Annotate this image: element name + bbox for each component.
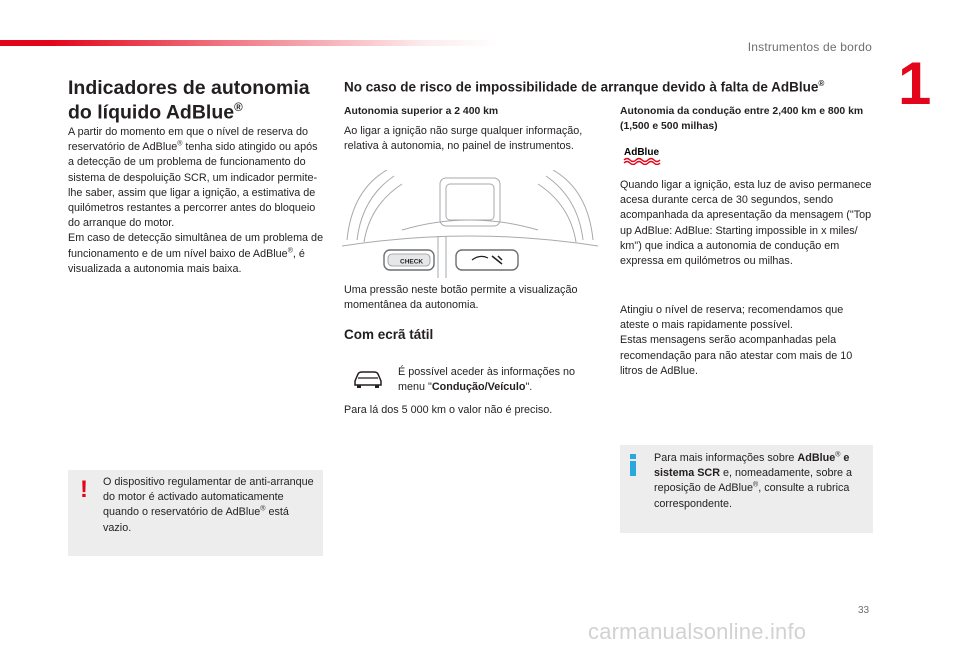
accuracy-note: Para lá dos 5 000 km o valor não é preciso. xyxy=(344,404,553,416)
subheading-above-2400: Autonomia superior a 2 400 km xyxy=(344,106,499,117)
car-icon xyxy=(352,367,384,389)
header-accent-bar xyxy=(0,40,500,46)
section-title: Instrumentos de bordo xyxy=(747,40,872,54)
return-wrench-button xyxy=(456,250,518,270)
svg-text:AdBlue: AdBlue xyxy=(624,147,659,158)
check-button xyxy=(384,250,434,270)
page-number: 33 xyxy=(858,605,870,616)
intro-text: A partir do momento em que o nível de reserva do reservatório de AdBlue® tenha sido atingido ou após a detecção de um problema de funcionamento do sistema de despoluição SCR, um indicador permite-lhe saber, assim que ligar a ignição, a estimativa de quilómetros restantes a percorrer antes do bloqueio do arranque do motor. Em caso de detecção simultânea de um problema de funcionamento e de um nível baixo de AdBlue®, é visualizada a autonomia mais baixa. xyxy=(68,126,324,275)
info-text: Para mais informações sobre AdBlue® e sistema SCR e, nomeadamente, sobre a reposição de AdBlue®, consulte a rubrica correspondente. xyxy=(654,451,853,510)
warning-light-text: Quando ligar a ignição, esta luz de aviso permanece acesa durante cerca de 30 segundos, sendo acompanhada da apresentação da mensagem ("Top up AdBlue: AdBlue: Starting impossible in x miles/ km") que indica a autonomia de condução em expressa em quilómetros ou milhas. xyxy=(620,179,872,268)
dashboard-illustration xyxy=(342,170,598,278)
info-box xyxy=(620,445,873,533)
warning-text: O dispositivo regulamentar de anti-arranque do motor é activado automaticamente quando o reservatório de AdBlue® está vazio. xyxy=(103,476,314,534)
watermark: carmanualsonline.info xyxy=(588,619,807,644)
check-button-label: CHECK xyxy=(400,258,424,266)
touchscreen-text: É possível aceder às informações no menu "Condução/Veículo". xyxy=(398,366,576,394)
button-instruction-text: Uma pressão neste botão permite a visualização momentânea da autonomia. xyxy=(344,284,578,312)
warning-box xyxy=(68,470,323,556)
subheading-2400-800: Autonomia da condução entre 2,400 km e 800 km (1,500 e 500 milhas) xyxy=(620,106,864,132)
center-display xyxy=(440,178,500,226)
chapter-number: 1 xyxy=(898,50,932,117)
page-title: Indicadores de autonomia do líquido AdBlue® xyxy=(68,77,310,124)
main-heading: No caso de risco de impossibilidade de arranque devido à falta de AdBlue® xyxy=(344,79,825,95)
touchscreen-heading: Com ecrã tátil xyxy=(344,327,434,342)
dashboard-edge xyxy=(342,236,598,246)
warning-icon: ! xyxy=(80,476,88,503)
dial-arc-left-inner xyxy=(357,176,394,240)
info-icon xyxy=(626,453,640,477)
adblue-warning-icon xyxy=(622,145,662,165)
reserve-level-text: Atingiu o nível de reserva; recomendamos que ateste o mais rapidamente possível. Estas mensagens serão acompanhadas pela recomendação para não atestar com mais de 10 litros de AdBlue. xyxy=(620,304,853,377)
no-info-text: Ao ligar a ignição não surge qualquer informação, relativa à autonomia, no painel de instrumentos. xyxy=(344,125,583,153)
